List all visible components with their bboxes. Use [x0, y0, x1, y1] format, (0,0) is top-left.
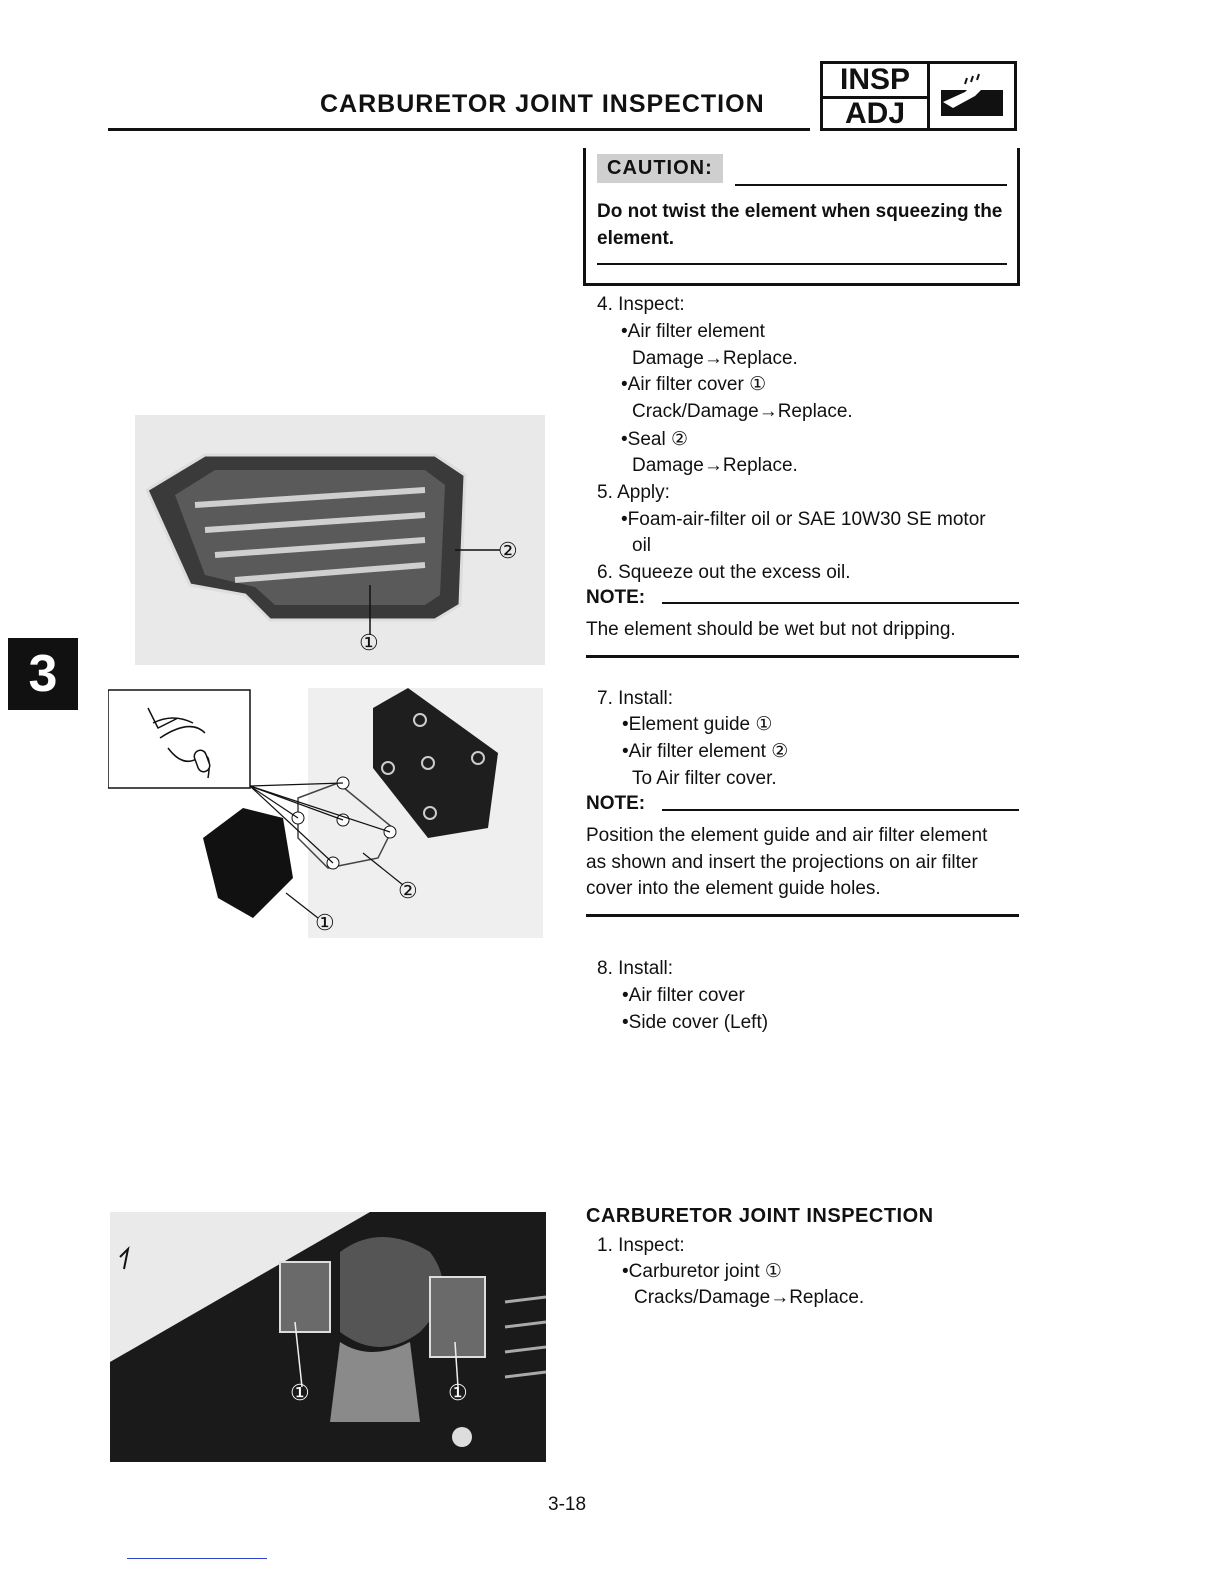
step-7-detail: To Air filter cover. — [632, 768, 777, 789]
note-1-text: The element should be wet but not dripping. — [586, 619, 956, 640]
figure-element-guide-installation — [108, 688, 543, 938]
fig3-callout-1b: ① — [448, 1380, 468, 1405]
caution-label: CAUTION: — [597, 154, 723, 183]
step-8-bullet-2: •Side cover (Left) — [622, 1012, 769, 1033]
step-4-bullet-3: •Seal ② — [621, 429, 688, 450]
badge-insp: INSP — [823, 64, 927, 99]
note-2-line-2: as shown and insert the projections on air filter — [586, 852, 978, 873]
step-4-bullet-1-detail: Damage→Replace. — [632, 348, 798, 369]
fig2-callout-1: ① — [315, 910, 335, 935]
step-4-bullet-1: •Air filter element — [621, 321, 765, 342]
step-4-heading: 4. Inspect: — [597, 294, 685, 315]
step-5-heading: 5. Apply: — [597, 482, 670, 503]
step-7-heading: 7. Install: — [597, 688, 674, 709]
figure-air-filter-cover — [135, 415, 545, 665]
caution-text: Do not twist the element when squeezing the element. — [597, 201, 1003, 249]
fig1-callout-2: ② — [498, 538, 518, 563]
section-2-bullet-1: •Carburetor joint ① — [622, 1261, 782, 1282]
fig1-callout-1: ① — [359, 630, 379, 655]
fig2-callout-2: ② — [398, 878, 418, 903]
step-7-bullet-1: •Element guide ① — [622, 714, 773, 735]
step-4-bullet-2-detail: Crack/Damage→Replace. — [632, 401, 853, 422]
step-5-bullet-line-2: oil — [632, 535, 652, 556]
badge-adj: ADJ — [844, 97, 905, 130]
section-2-title: CARBURETOR JOINT INSPECTION — [586, 1205, 934, 1227]
page-title: CARBURETOR JOINT INSPECTION — [320, 90, 765, 118]
figure-carburetor-joints — [110, 1212, 546, 1462]
section-2-step-1-heading: 1. Inspect: — [597, 1235, 685, 1256]
section-2-bullet-1-detail: Cracks/Damage→Replace. — [634, 1287, 865, 1308]
note-2-line-1: Position the element guide and air filter element — [586, 825, 988, 846]
step-7-bullet-2: •Air filter element ② — [622, 741, 789, 762]
wrench-tool-icon — [935, 72, 1007, 122]
step-5-bullet-line-1: •Foam-air-filter oil or SAE 10W30 SE motor — [621, 509, 986, 530]
note-2-label: NOTE: — [586, 793, 646, 814]
insp-adj-badge — [820, 61, 1017, 131]
page-number: 3-18 — [548, 1494, 587, 1515]
step-6-heading: 6. Squeeze out the excess oil. — [597, 562, 851, 583]
header-rule — [108, 128, 810, 131]
step-8-bullet-1: •Air filter cover — [622, 985, 745, 1006]
fig3-callout-1a: ① — [290, 1380, 310, 1405]
chapter-tab: 3 — [8, 638, 78, 710]
note-2-line-3: cover into the element guide holes. — [586, 878, 881, 899]
step-4-bullet-3-detail: Damage→Replace. — [632, 455, 798, 476]
step-8-heading: 8. Install: — [597, 958, 674, 979]
step-4-bullet-2: •Air filter cover ① — [621, 374, 767, 395]
note-1-label: NOTE: — [586, 587, 646, 608]
footer-rule — [127, 1558, 267, 1559]
